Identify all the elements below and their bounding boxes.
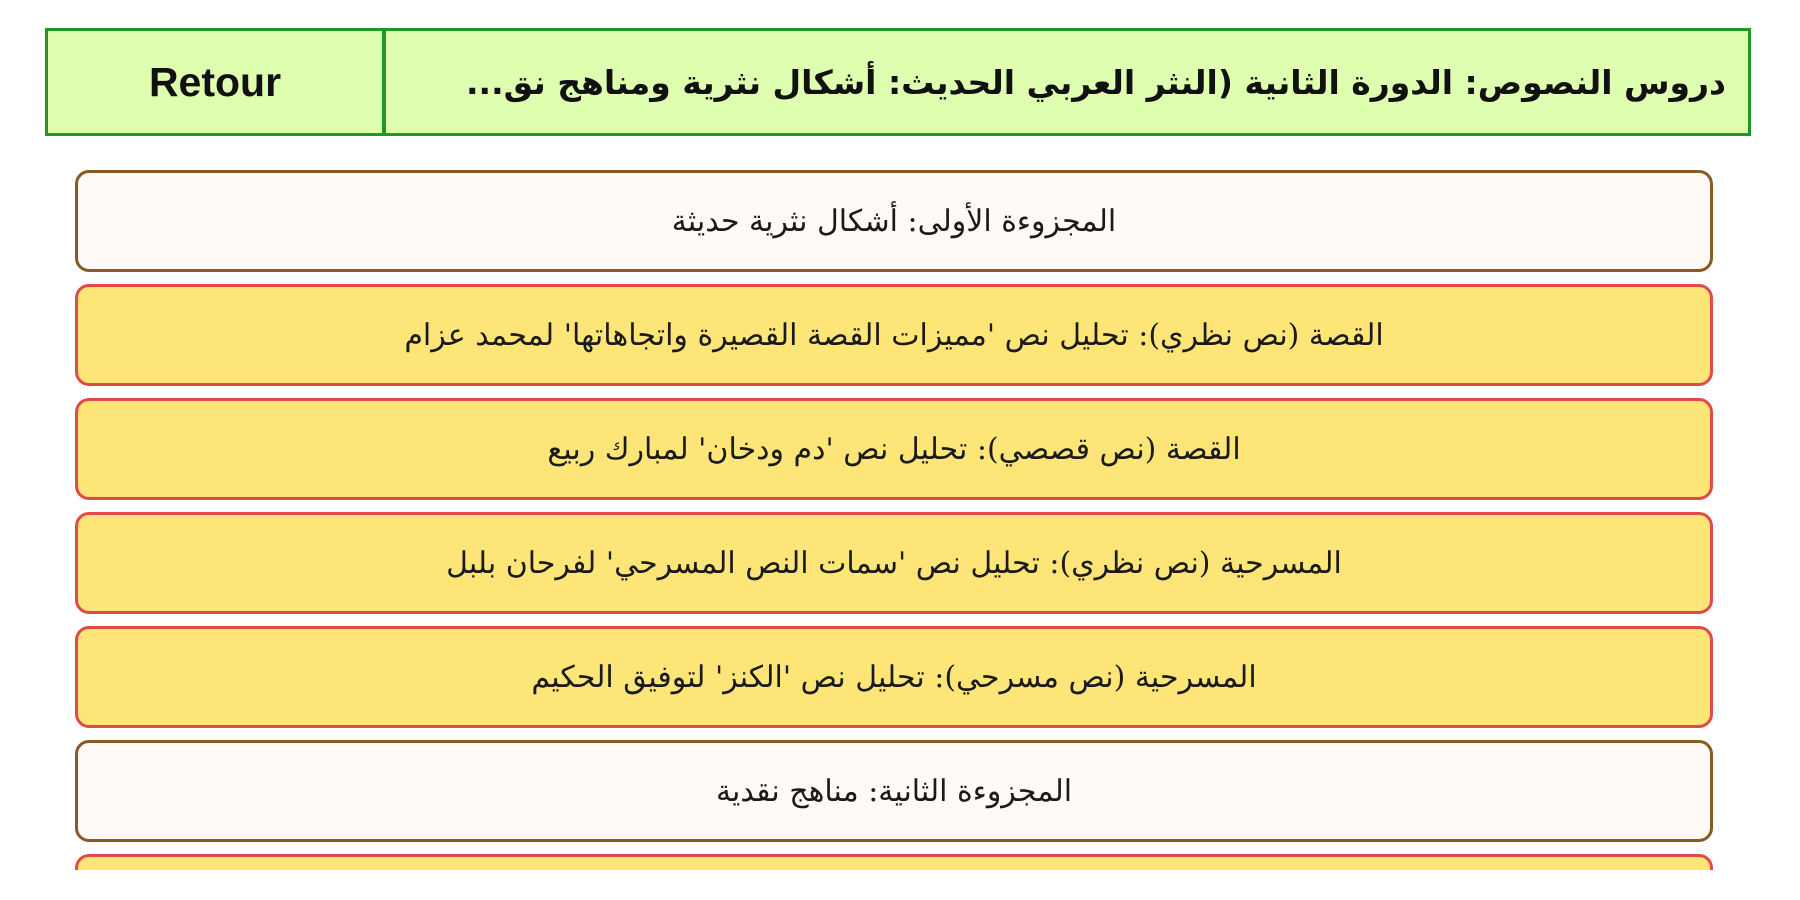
lesson-item[interactable]: القصة (نص قصصي): تحليل نص 'دم ودخان' لمبارك ربيع (75, 398, 1713, 500)
section-header-module-1: المجزوءة الأولى: أشكال نثرية حديثة (75, 170, 1713, 272)
page-title: دروس النصوص: الدورة الثانية (النثر العربي الحديث: أشكال نثرية ومناهج نق... (466, 62, 1726, 102)
section-header-module-2: المجزوءة الثانية: مناهج نقدية (75, 740, 1713, 842)
retour-button[interactable]: Retour (48, 31, 386, 133)
lesson-item[interactable]: المسرحية (نص نظري): تحليل نص 'سمات النص المسرحي' لفرحان بلبل (75, 512, 1713, 614)
lesson-item[interactable]: القصة (نص نظري): تحليل نص 'مميزات القصة القصيرة واتجاهاتها' لمحمد عزام (75, 284, 1713, 386)
top-bar (45, 28, 1751, 136)
lesson-item[interactable]: المسرحية (نص مسرحي): تحليل نص 'الكنز' لتوفيق الحكيم (75, 626, 1713, 728)
lesson-item[interactable] (75, 854, 1713, 870)
lessons-list[interactable] (75, 170, 1713, 870)
